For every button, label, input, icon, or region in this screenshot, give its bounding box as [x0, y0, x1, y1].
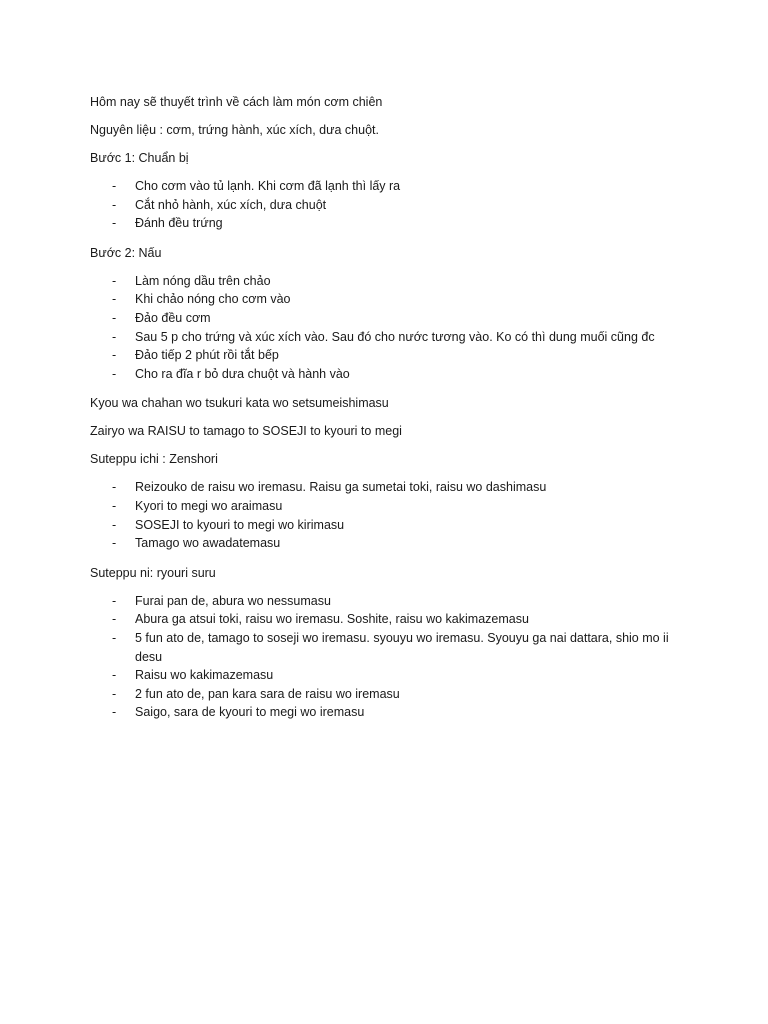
dash-bullet: -: [112, 348, 117, 363]
list-item: [90, 629, 690, 666]
list-item: [90, 497, 690, 516]
list-item: [90, 703, 690, 722]
list-item: [90, 346, 690, 365]
jp-intro-paragraph: Kyou wa chahan wo tsukuri kata wo setsumeishimasu: [90, 396, 389, 411]
dash-bullet: -: [112, 668, 117, 683]
dash-bullet: -: [112, 630, 117, 645]
dash-bullet: -: [112, 498, 117, 513]
list-item: [90, 534, 690, 553]
jp-step1-list: [90, 478, 690, 552]
dash-bullet: -: [112, 329, 117, 344]
jp-ingredients-paragraph: Zairyo wa RAISU to tamago to SOSEJI to kyouri to megi: [90, 424, 402, 439]
dash-bullet: -: [112, 536, 117, 551]
list-item: [90, 666, 690, 685]
list-item: [90, 214, 690, 233]
list-item-text: Cắt nhỏ hành, xúc xích, dưa chuột: [135, 197, 327, 212]
list-item-text: Khi chảo nóng cho cơm vào: [135, 292, 291, 307]
list-item: [90, 365, 690, 384]
list-item-text: Kyori to megi wo araimasu: [135, 498, 283, 513]
dash-bullet: -: [112, 705, 117, 720]
list-item-text: Đảo đều cơm: [135, 310, 211, 325]
list-item-text: Cho cơm vào tủ lạnh. Khi cơm đã lạnh thì lấy ra: [135, 179, 401, 193]
list-item: [90, 290, 690, 309]
list-item: [90, 592, 690, 611]
list-item: [90, 478, 690, 497]
list-item-text: Saigo, sara de kyouri to megi wo iremasu: [135, 705, 365, 720]
list-item: [90, 610, 690, 629]
vi-step2-heading: Bước 2: Nấu: [90, 245, 162, 260]
dash-bullet: -: [112, 197, 117, 212]
list-item-text: Làm nóng dầu trên chảo: [135, 273, 271, 288]
dash-bullet: -: [112, 292, 117, 307]
jp-step1-heading: Suteppu ichi : Zenshori: [90, 452, 218, 467]
list-item: [90, 272, 690, 291]
dash-bullet: -: [112, 593, 117, 608]
jp-step2-heading: Suteppu ni: ryouri suru: [90, 565, 216, 580]
list-item: [90, 196, 690, 215]
list-item-text: Đánh đều trứng: [135, 216, 223, 231]
list-item: [90, 685, 690, 704]
dash-bullet: -: [112, 179, 117, 193]
vi-step2-list: [90, 272, 690, 384]
list-item: [90, 516, 690, 535]
list-item-text: Đảo tiếp 2 phút rồi tắt bếp: [135, 348, 279, 363]
dash-bullet: -: [112, 366, 117, 381]
vi-step1-list: [90, 177, 690, 233]
list-item-text: SOSEJI to kyouri to megi wo kirimasu: [135, 517, 345, 532]
vi-step1-heading: Bước 1: Chuẩn bị: [90, 151, 189, 165]
list-item-text: Reizouko de raisu wo iremasu. Raisu ga sumetai toki, raisu wo dashimasu: [135, 480, 547, 495]
list-item-text: Sau 5 p cho trứng và xúc xích vào. Sau đó cho nước tương vào. Ko có thì dung muối cũng đc: [135, 329, 655, 344]
document-page: [90, 93, 690, 733]
intro-paragraph: Hôm nay sẽ thuyết trình về cách làm món cơm chiên: [90, 95, 383, 109]
list-item-text: Furai pan de, abura wo nessumasu: [135, 593, 331, 608]
dash-bullet: -: [112, 612, 117, 627]
ingredients-paragraph: Nguyên liệu : cơm, trứng hành, xúc xích, dưa chuột.: [90, 123, 379, 137]
list-item-text: Tamago wo awadatemasu: [135, 536, 281, 551]
list-item: [90, 328, 690, 347]
list-item-text: Abura ga atsui toki, raisu wo iremasu. Soshite, raisu wo kakimazemasu: [135, 612, 529, 627]
list-item: [90, 177, 690, 196]
list-item-text: 5 fun ato de, tamago to soseji wo iremasu. syouyu wo iremasu. Syouyu ga nai dattara, shio mo ii desu: [135, 630, 673, 664]
dash-bullet: -: [112, 480, 117, 495]
list-item: [90, 309, 690, 328]
list-item-text: Raisu wo kakimazemasu: [135, 668, 274, 683]
list-item-text: Cho ra đĩa r bỏ dưa chuột và hành vào: [135, 366, 350, 381]
dash-bullet: -: [112, 310, 117, 325]
dash-bullet: -: [112, 517, 117, 532]
dash-bullet: -: [112, 686, 117, 701]
list-item-text: 2 fun ato de, pan kara sara de raisu wo iremasu: [135, 686, 400, 701]
jp-step2-list: [90, 592, 690, 722]
dash-bullet: -: [112, 273, 117, 288]
dash-bullet: -: [112, 216, 117, 231]
